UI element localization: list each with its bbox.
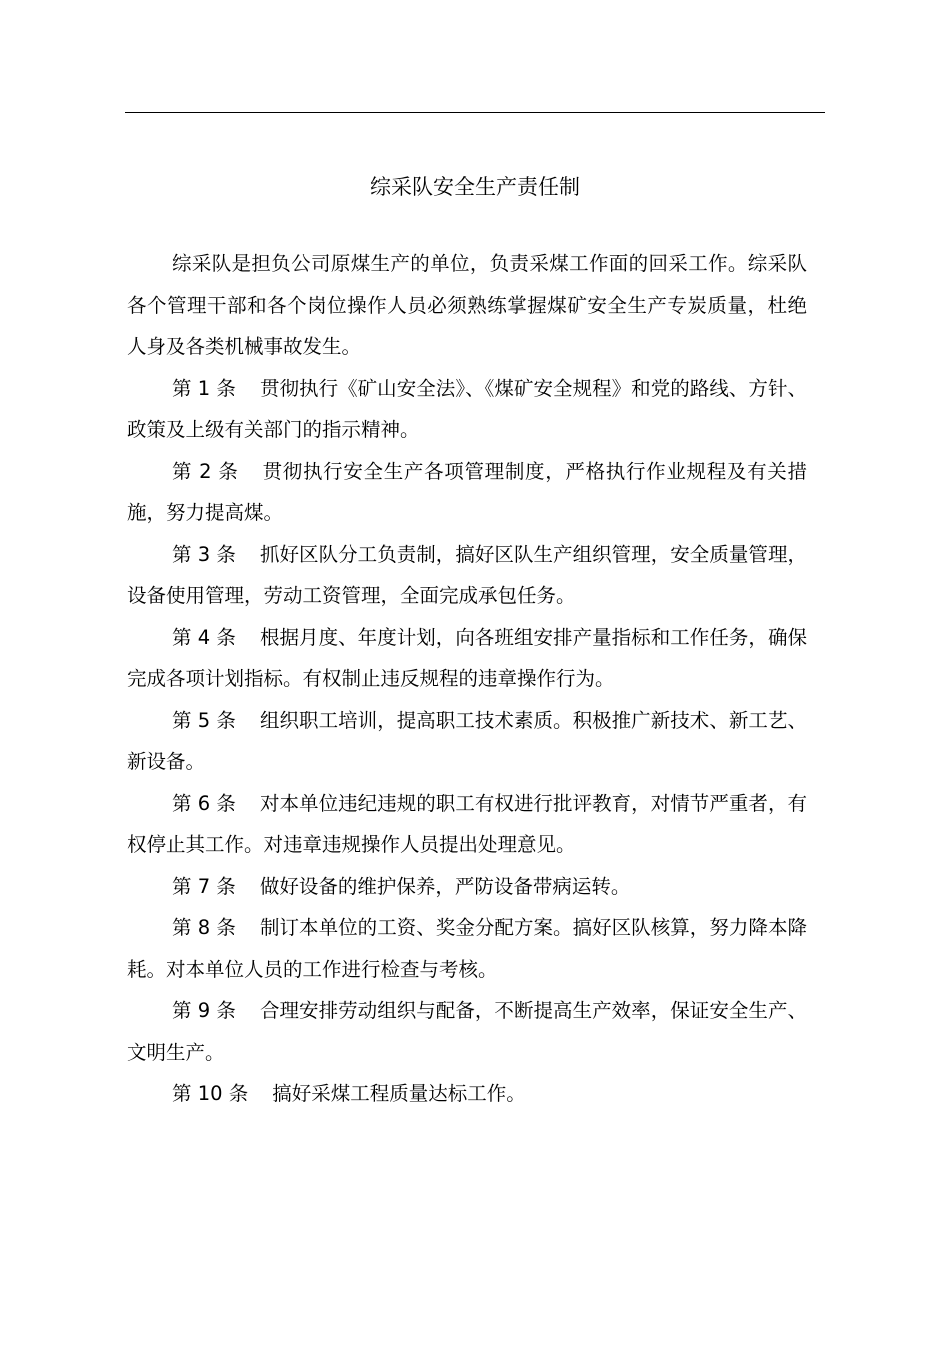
article-number: 第 2 条 — [172, 459, 239, 483]
article-6 — [127, 783, 807, 866]
document-body — [127, 243, 807, 1115]
article-1 — [127, 368, 807, 451]
article-number: 第 10 条 — [172, 1082, 249, 1105]
article-number: 第 5 条 — [172, 708, 236, 732]
article-9 — [127, 990, 807, 1073]
article-number: 第 6 条 — [172, 791, 236, 815]
article-4 — [127, 617, 807, 700]
article-10 — [127, 1073, 807, 1115]
article-8 — [127, 907, 807, 990]
article-2 — [127, 451, 807, 534]
article-3 — [127, 534, 807, 617]
article-text: 搞好采煤工程质量达标工作。 — [272, 1082, 526, 1105]
article-text: 贯彻执行安全生产各项管理制度，严格执行作业规程及有关措施，努力提高煤。 — [127, 459, 807, 524]
article-7 — [127, 866, 807, 908]
article-5 — [127, 700, 807, 783]
document-title: 综采队安全生产责任制 — [370, 175, 580, 199]
article-number: 第 9 条 — [172, 999, 236, 1022]
article-text: 抓好区队分工负责制，搞好区队生产组织管理，安全质量管理，设备使用管理，劳动工资管理，全面完成承包任务。 — [127, 542, 807, 607]
article-number: 第 3 条 — [172, 542, 236, 566]
article-text: 对本单位违纪违规的职工有权进行批评教育，对情节严重者，有权停止其工作。对违章违规操作人员提出处理意见。 — [127, 791, 807, 856]
header-rule — [125, 112, 825, 113]
article-text: 组织职工培训，提高职工技术素质。积极推广新技术、新工艺、新设备。 — [127, 708, 807, 773]
article-number: 第 1 条 — [172, 376, 236, 400]
article-text: 制订本单位的工资、奖金分配方案。搞好区队核算，努力降本降耗。对本单位人员的工作进行检查与考核。 — [127, 916, 807, 981]
article-text: 做好设备的维护保养，严防设备带病运转。 — [259, 874, 631, 898]
article-text: 合理安排劳动组织与配备，不断提高生产效率，保证安全生产、文明生产。 — [127, 999, 807, 1064]
article-text: 根据月度、年度计划，向各班组安排产量指标和工作任务，确保完成各项计划指标。有权制止违反规程的违章操作行为。 — [127, 625, 807, 690]
article-number: 第 8 条 — [172, 916, 236, 939]
article-text: 贯彻执行《矿山安全法》、《煤矿安全规程》和党的路线、方针、政策及上级有关部门的指示精神。 — [127, 376, 807, 441]
intro-paragraph: 综采队是担负公司原煤生产的单位，负责采煤工作面的回采工作。综采队各个管理干部和各个岗位操作人员必须熟练掌握煤矿安全生产专炭质量，杜绝人身及各类机械事故发生。 — [127, 252, 807, 358]
article-number: 第 4 条 — [172, 625, 236, 649]
article-number: 第 7 条 — [172, 874, 236, 898]
